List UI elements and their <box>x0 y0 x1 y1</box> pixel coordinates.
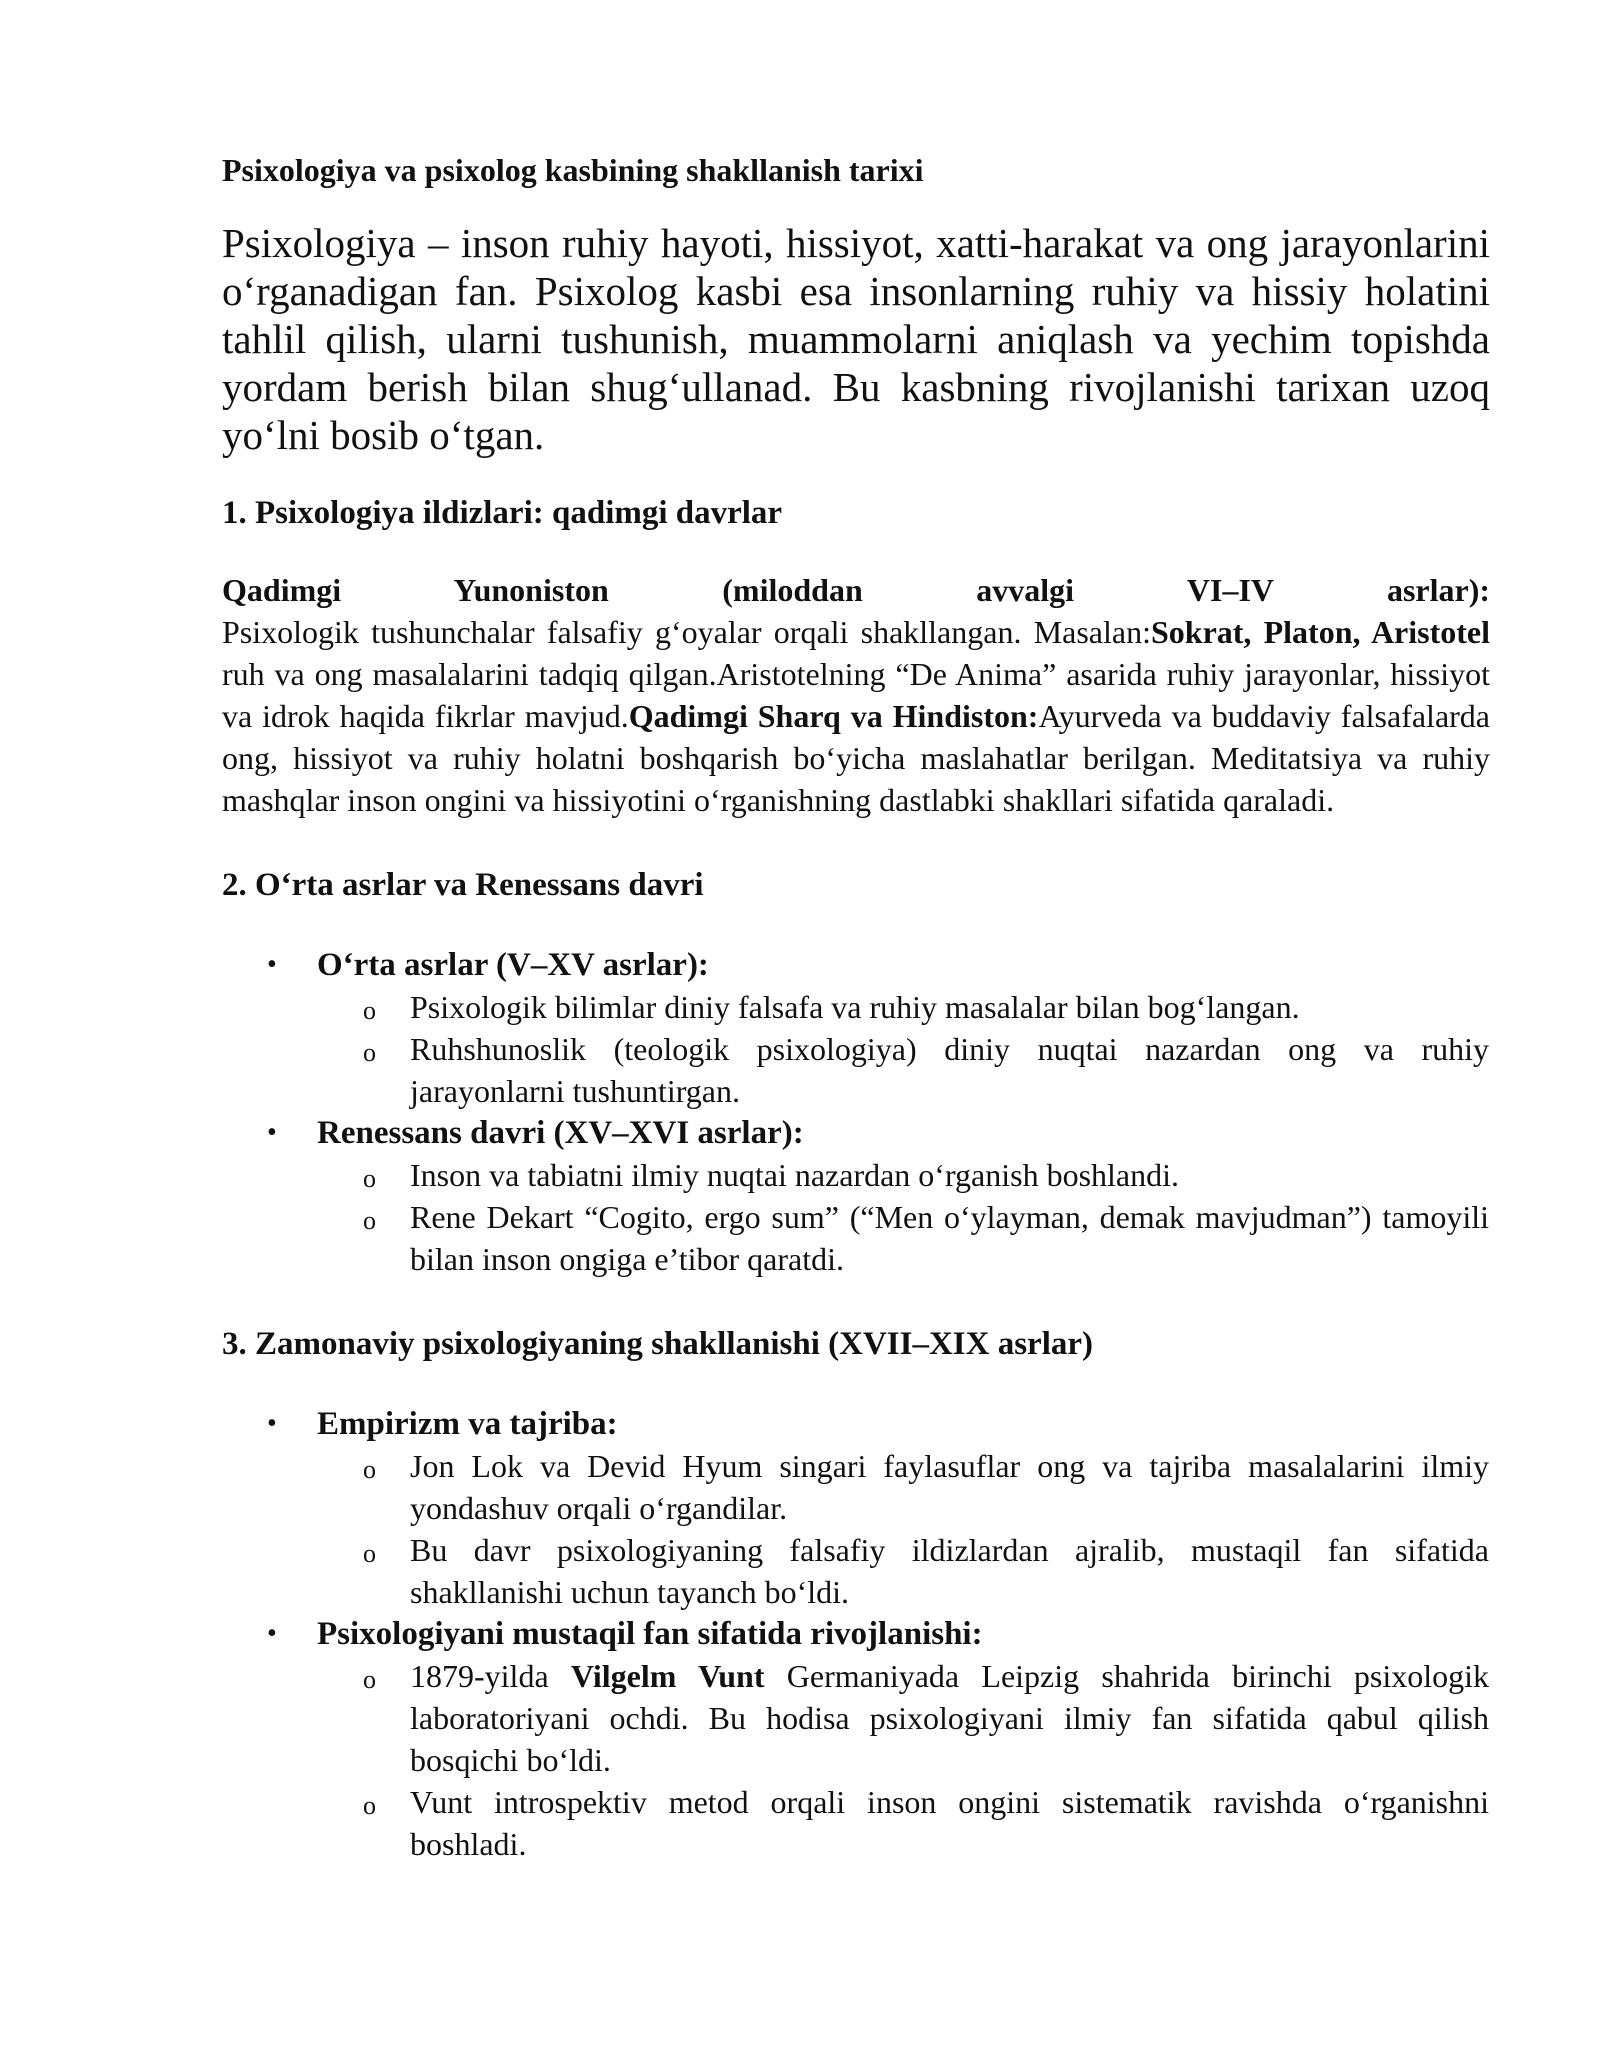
section-1-east-lead: Qadimgi Sharq va Hindiston: <box>628 698 1039 734</box>
section-3-heading: 3. Zamonaviy psixologiyaning shakllanishi (XVII–XIX asrlar) <box>222 1326 1094 1362</box>
section-1-text-3: Ayurveda va buddaviy falsafalarda ong, hissiyot va ruhiy holatni boshqarish bo‘yicha maslahatlar berilgan. Meditatsiya va ruhiy mashqlar inson ongini va hissiyotini o‘rganishning dastlabki shakllari sifatida qaraladi. <box>222 698 1491 818</box>
list-item <box>222 944 1490 1112</box>
sub-bullet-icon: o <box>363 1455 376 1484</box>
sub-list <box>222 986 1490 1112</box>
list-item-label: Renessans davri (XV–XVI asrlar): <box>317 1115 804 1151</box>
sub-list <box>222 1655 1490 1865</box>
sub-list-item <box>316 1529 1489 1613</box>
sub-list-item-text: Rene Dekart “Cogito, ergo sum” (“Men o‘ylayman, demak mavjudman”) tamoyili bilan inson ongiga e’tibor qaratdi. <box>410 1199 1489 1277</box>
bullet-icon: • <box>267 949 277 980</box>
bullet-icon: • <box>267 1618 277 1649</box>
sub-bullet-icon: o <box>363 1665 376 1694</box>
section-1-lead: Qadimgi Yunoniston (miloddan avvalgi VI–IV asrlar): <box>222 572 1490 608</box>
sub-list-item-text <box>410 1655 1489 1781</box>
sub-bullet-icon: o <box>363 1791 376 1820</box>
sub-list-item <box>316 1445 1489 1529</box>
sub-list-item <box>316 1154 1489 1196</box>
sub-list-item <box>316 1196 1489 1280</box>
section-3-list <box>222 1403 1490 1865</box>
sub-list-item-text: Ruhshunoslik (teologik psixologiya) diniy nuqtai nazardan ong va ruhiy jarayonlarni tushuntirgan. <box>410 1031 1489 1109</box>
intro-paragraph: Psixologiya – inson ruhiy hayoti, hissiyot, xatti-harakat va ong jarayonlarini o‘rganadigan fan. Psixolog kasbi esa insonlarning ruhiy va hissiy holatini tahlil qilish, ularni tushunish, muammolarni aniqlash va yechim topishda yordam berish bilan shug‘ullanad. Bu kasbning rivojlanishi tarixan uzoq yo‘lni bosib o‘tgan. <box>222 220 1490 458</box>
document-title: Psixologiya va psixolog kasbining shakllanish tarixi <box>222 152 924 188</box>
sub-bullet-icon: o <box>363 1539 376 1568</box>
sub-item-text-post: Germaniyada Leipzig shahrida birinchi psixologik laboratoriyani ochdi. Bu hodisa psixologiyani ilmiy fan sifatida qabul qilish bosqichi bo‘ldi. <box>410 1658 1490 1778</box>
sub-bullet-icon: o <box>363 1206 376 1235</box>
section-1-text-1: Psixologik tushunchalar falsafiy g‘oyalar orqali shakllangan. Masalan: <box>222 614 1151 650</box>
sub-bullet-icon: o <box>363 1164 376 1193</box>
list-item <box>222 1112 1490 1280</box>
sub-list-item-text: Jon Lok va Devid Hyum singari faylasuflar ong va tajriba masalalarini ilmiy yondashuv orqali o‘rgandilar. <box>410 1448 1489 1526</box>
sub-list <box>222 1445 1490 1613</box>
list-item <box>222 1403 1490 1613</box>
section-1-heading: 1. Psixologiya ildizlari: qadimgi davrlar <box>222 495 783 531</box>
section-1-text-2: ruh va ong masalalarini tadqiq qilgan.Aristotelning “De Anima” asarida ruhiy jarayonlar, hissiyot va idrok haqida fikrlar mavjud. <box>222 656 1490 734</box>
sub-bullet-icon: o <box>363 996 376 1025</box>
sub-list-item <box>316 1781 1489 1865</box>
sub-item-text-pre: 1879-yilda <box>410 1658 571 1694</box>
list-item-label: O‘rta asrlar (V–XV asrlar): <box>317 947 709 983</box>
list-item <box>222 1613 1490 1865</box>
sub-list-item-text: Bu davr psixologiyaning falsafiy ildizlardan ajralib, mustaqil fan sifatida shakllanishi uchun tayanch bo‘ldi. <box>410 1532 1489 1610</box>
document-body <box>222 148 1490 1865</box>
sub-list-item <box>316 1655 1489 1781</box>
sub-list-item-text: Inson va tabiatni ilmiy nuqtai nazardan o‘rganish boshlandi. <box>410 1157 1180 1193</box>
section-1-names: Sokrat, Platon, Aristotel <box>1150 614 1491 650</box>
bullet-icon: • <box>267 1408 277 1439</box>
sub-list-item-text: Psixologik bilimlar diniy falsafa va ruhiy masalalar bilan bog‘langan. <box>410 989 1300 1025</box>
bullet-icon: • <box>267 1117 277 1148</box>
sub-bullet-icon: o <box>363 1038 376 1067</box>
sub-list <box>222 1154 1490 1280</box>
sub-list-item <box>316 986 1489 1028</box>
list-item-label: Psixologiyani mustaqil fan sifatida rivojlanishi: <box>317 1616 983 1652</box>
section-2-heading: 2. O‘rta asrlar va Renessans davri <box>222 867 704 903</box>
section-2-list <box>222 944 1490 1280</box>
list-item-label: Empirizm va tajriba: <box>317 1406 618 1442</box>
section-1-paragraph <box>222 569 1490 821</box>
sub-list-item <box>316 1028 1489 1112</box>
sub-item-name: Vilgelm Vunt <box>570 1658 765 1694</box>
sub-list-item-text: Vunt introspektiv metod orqali inson ongini sistematik ravishda o‘rganishni boshladi. <box>410 1784 1489 1862</box>
